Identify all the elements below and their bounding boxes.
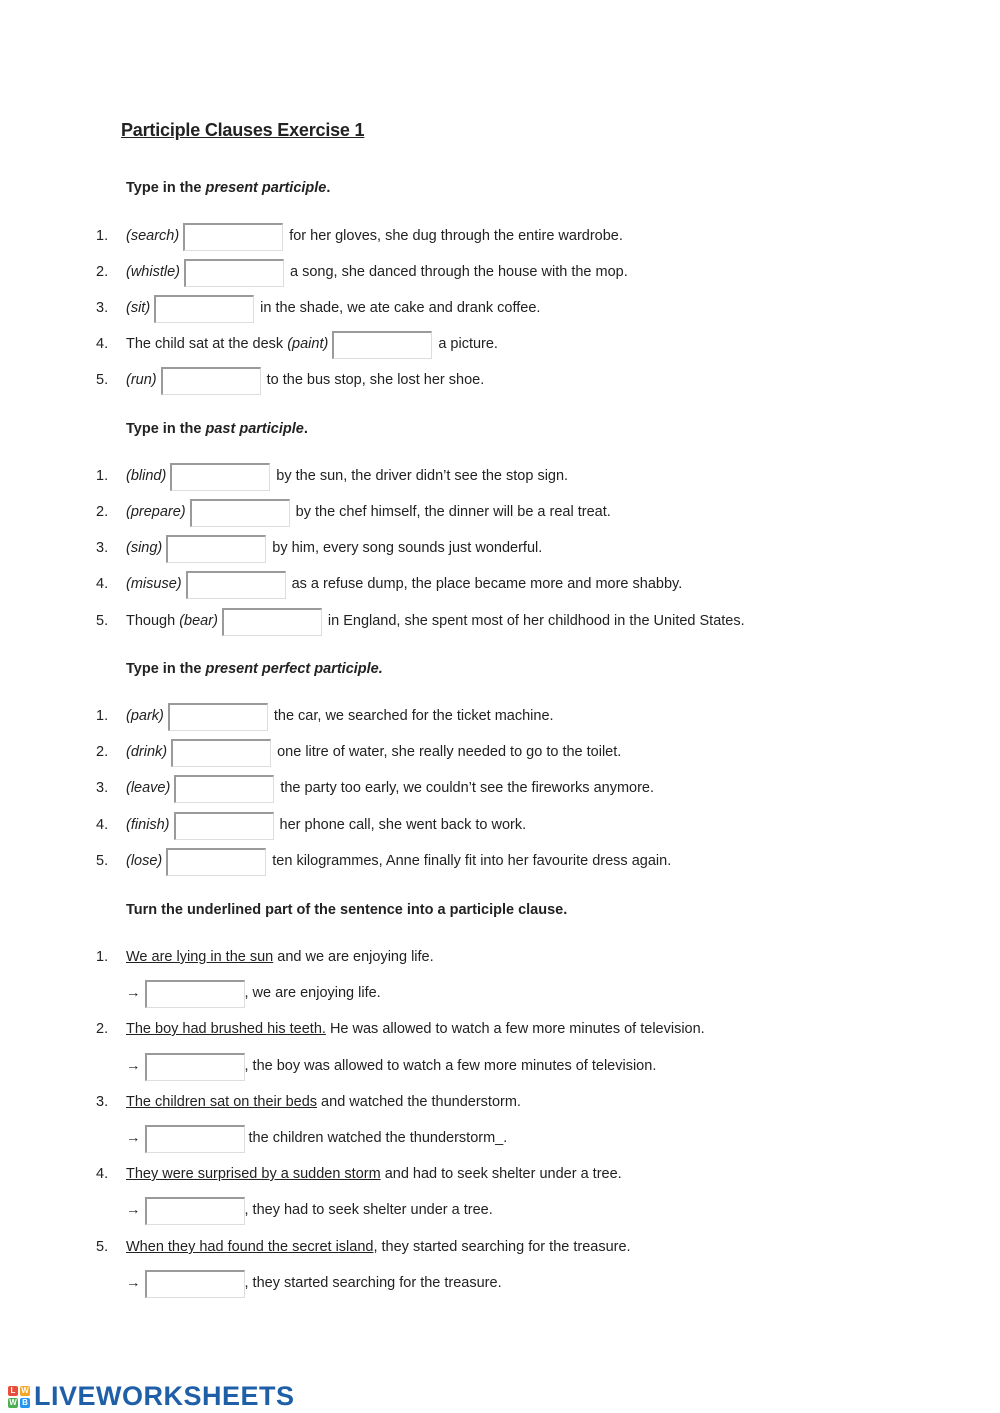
answer-input[interactable] [154,295,254,323]
exercise-row: 3. (sing) by him, every song sounds just wonderful. [0,527,1000,557]
answer-input[interactable] [332,331,432,359]
logo-text: LIVEWORKSHEETS [34,1381,295,1411]
sentence-row: 4. They were surprised by a sudden storm and had to seek shelter under a tree. [96,1166,622,1182]
answer-input[interactable] [174,812,274,840]
section-3-instruction: Type in the present perfect participle. [126,661,383,677]
arrow-icon: → [126,1130,141,1146]
exercise-row: 5. (run) to the bus stop, she lost her shoe. [0,359,1000,389]
answer-input[interactable] [145,1125,245,1153]
exercise-row: 5. (lose) ten kilogrammes, Anne finally fit into her favourite dress again. [0,840,1000,870]
section-2-instruction: Type in the past participle. [126,421,308,437]
exercise-row: 1. (blind) by the sun, the driver didn’t see the stop sign. [0,455,1000,485]
answer-input[interactable] [166,535,266,563]
exercise-row: 4. The child sat at the desk (paint) a picture. [0,323,1000,353]
logo-mark-icon [8,1386,30,1408]
section-1-instruction: Type in the present participle. [126,180,331,196]
exercise-row: 2. (drink) one litre of water, she really needed to go to the toilet. [0,731,1000,761]
arrow-icon: → [126,985,141,1001]
exercise-row: 4. (misuse) as a refuse dump, the place became more and more shabby. [0,563,1000,593]
liveworksheets-logo [8,1381,295,1412]
answer-input[interactable] [186,571,286,599]
answer-row: → , they started searching for the treasure. [0,1262,1000,1292]
answer-input[interactable] [145,980,245,1008]
answer-input[interactable] [145,1270,245,1298]
answer-input[interactable] [145,1053,245,1081]
logo-mark-cell: B [20,1398,30,1408]
answer-row: → , the boy was allowed to watch a few more minutes of television. [0,1045,1000,1075]
logo-mark-cell: W [21,1385,29,1395]
logo-mark-cell: L [8,1386,18,1396]
exercise-row: 1. (search) for her gloves, she dug through the entire wardrobe. [0,215,1000,245]
answer-input[interactable] [190,499,290,527]
arrow-icon: → [126,1275,141,1291]
answer-input[interactable] [145,1197,245,1225]
answer-input[interactable] [171,739,271,767]
answer-input[interactable] [184,259,284,287]
answer-input[interactable] [170,463,270,491]
answer-input[interactable] [166,848,266,876]
answer-row: → the children watched the thunderstorm_. [0,1117,1000,1147]
answer-input[interactable] [168,703,268,731]
answer-input[interactable] [161,367,261,395]
answer-row: → , they had to seek shelter under a tree. [0,1189,1000,1219]
page-title: Participle Clauses Exercise 1 [121,120,365,140]
answer-row: → , we are enjoying life. [0,972,1000,1002]
sentence-row: 1. We are lying in the sun and we are enjoying life. [96,949,434,965]
sentence-row: 3. The children sat on their beds and watched the thunderstorm. [96,1094,521,1110]
exercise-row: 2. (whistle) a song, she danced through the house with the mop. [0,251,1000,281]
arrow-icon: → [126,1202,141,1218]
exercise-row: 4. (finish) her phone call, she went back to work. [0,804,1000,834]
logo-mark-cell: W [9,1397,17,1407]
exercise-row: 3. (leave) the party too early, we couldn’t see the fireworks anymore. [0,767,1000,797]
exercise-row: 1. (park) the car, we searched for the ticket machine. [0,695,1000,725]
answer-input[interactable] [183,223,283,251]
exercise-row: 5. Though (bear) in England, she spent most of her childhood in the United States. [0,600,1000,630]
section-4-instruction: Turn the underlined part of the sentence into a participle clause. [126,902,568,918]
sentence-row: 5. When they had found the secret island , they started searching for the treasure. [96,1239,631,1255]
sentence-row: 2. The boy had brushed his teeth. He was allowed to watch a few more minutes of television. [96,1021,705,1037]
arrow-icon: → [126,1058,141,1074]
answer-input[interactable] [174,775,274,803]
answer-input[interactable] [222,608,322,636]
exercise-row: 3. (sit) in the shade, we ate cake and drank coffee. [0,287,1000,317]
exercise-row: 2. (prepare) by the chef himself, the dinner will be a real treat. [0,491,1000,521]
